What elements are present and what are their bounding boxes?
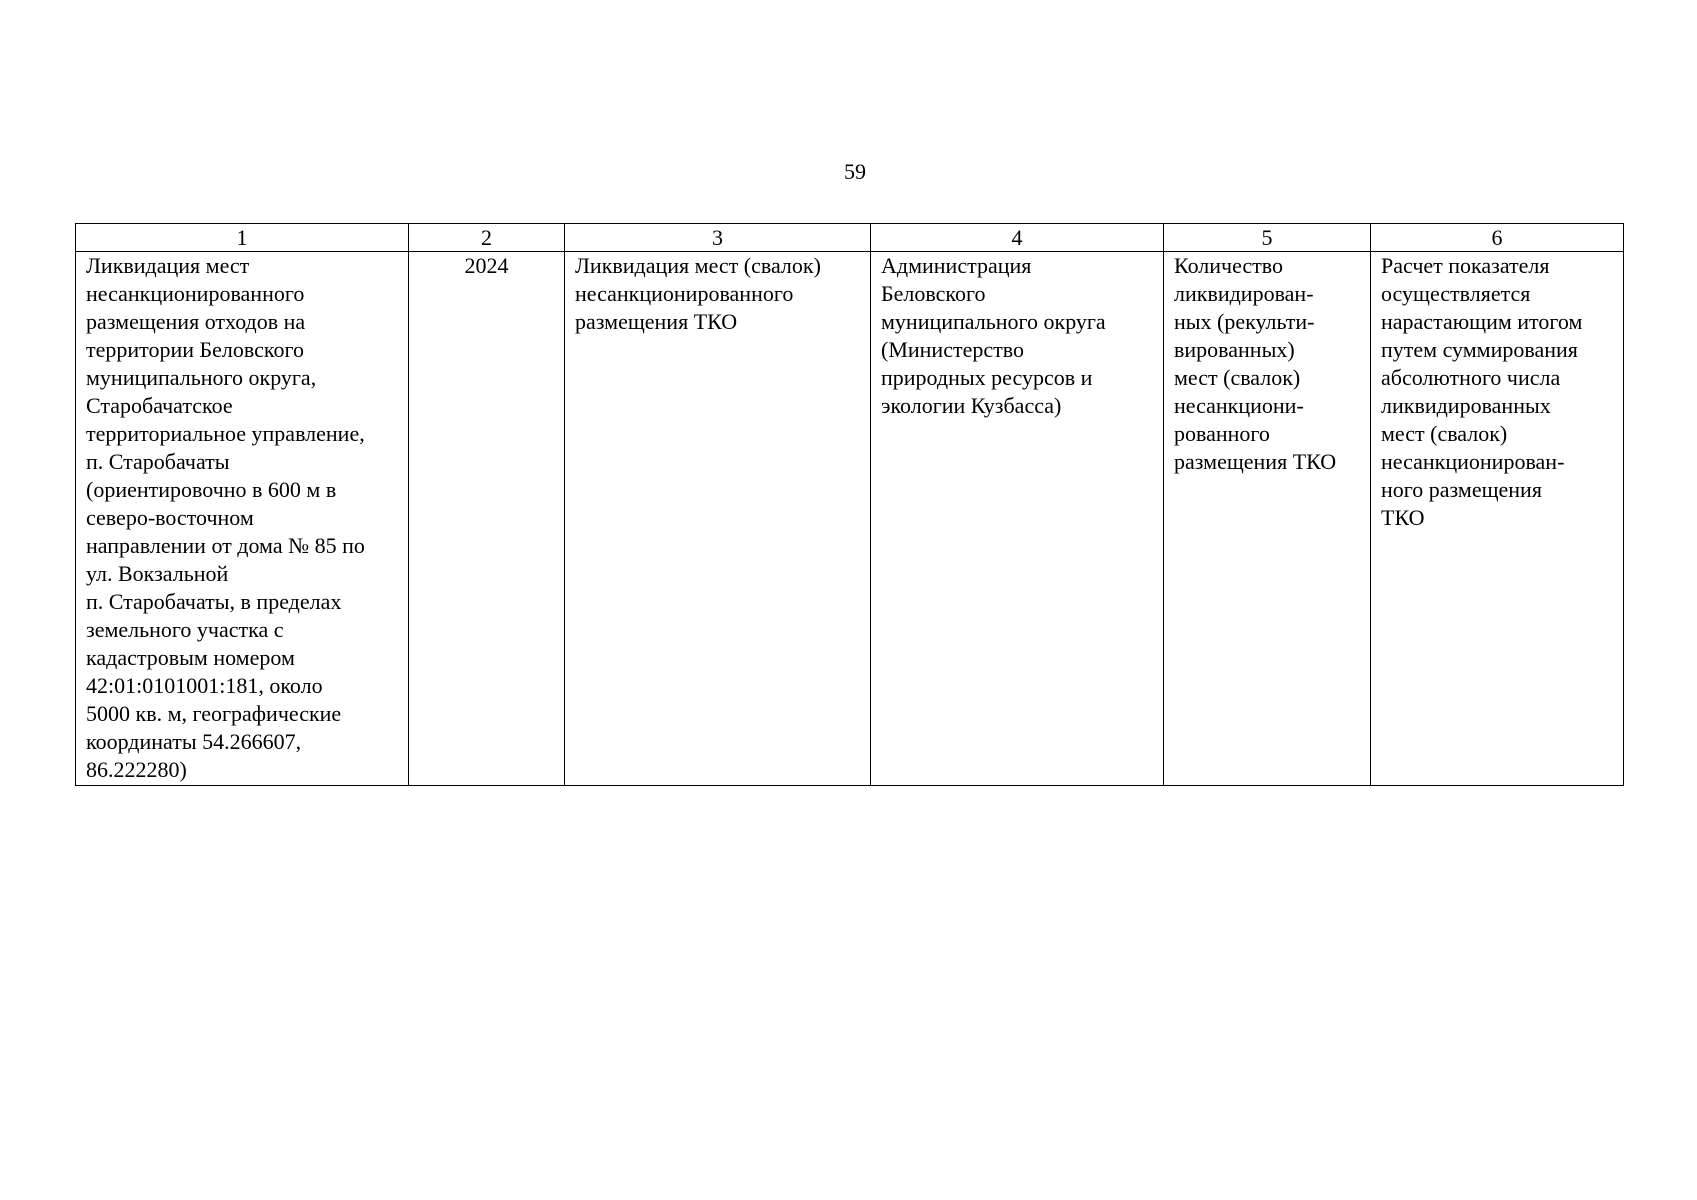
data-table [75, 223, 1624, 786]
cell-responsible: Администрация Беловского муниципального округа (Министерство природных ресурсов и экологии Кузбасса) [871, 252, 1164, 786]
cell-year: 2024 [409, 252, 565, 786]
table-row [76, 252, 1624, 786]
column-header-3: 3 [565, 224, 871, 252]
cell-indicator-name: Ликвидация мест (свалок) несанкционированного размещения ТКО [565, 252, 871, 786]
column-header-5: 5 [1164, 224, 1371, 252]
cell-indicator-unit: Количество ликвидирован- ных (рекульти- вированных) мест (свалок) несанкциони- рованного размещения ТКО [1164, 252, 1371, 786]
cell-event-description: Ликвидация мест несанкционированного размещения отходов на территории Беловского муниципального округа, Старобачатское территориальное управление, п. Старобачаты (ориентировочно в 600 м в северо-восточном направлении от дома № 85 по ул. Вокзальной п. Старобачаты, в пределах земельного участка с кадастровым номером 42:01:0101001:181, около 5000 кв. м, географические координаты 54.266607, 86.222280) [76, 252, 409, 786]
cell-calculation-method: Расчет показателя осуществляется нарастающим итогом путем суммирования абсолютного числа ликвидированных мест (свалок) несанкционирован- ного размещения ТКО [1371, 252, 1624, 786]
column-header-6: 6 [1371, 224, 1624, 252]
column-header-1: 1 [76, 224, 409, 252]
column-header-2: 2 [409, 224, 565, 252]
column-header-4: 4 [871, 224, 1164, 252]
table-header-row [76, 224, 1624, 252]
page-number: 59 [844, 159, 866, 184]
